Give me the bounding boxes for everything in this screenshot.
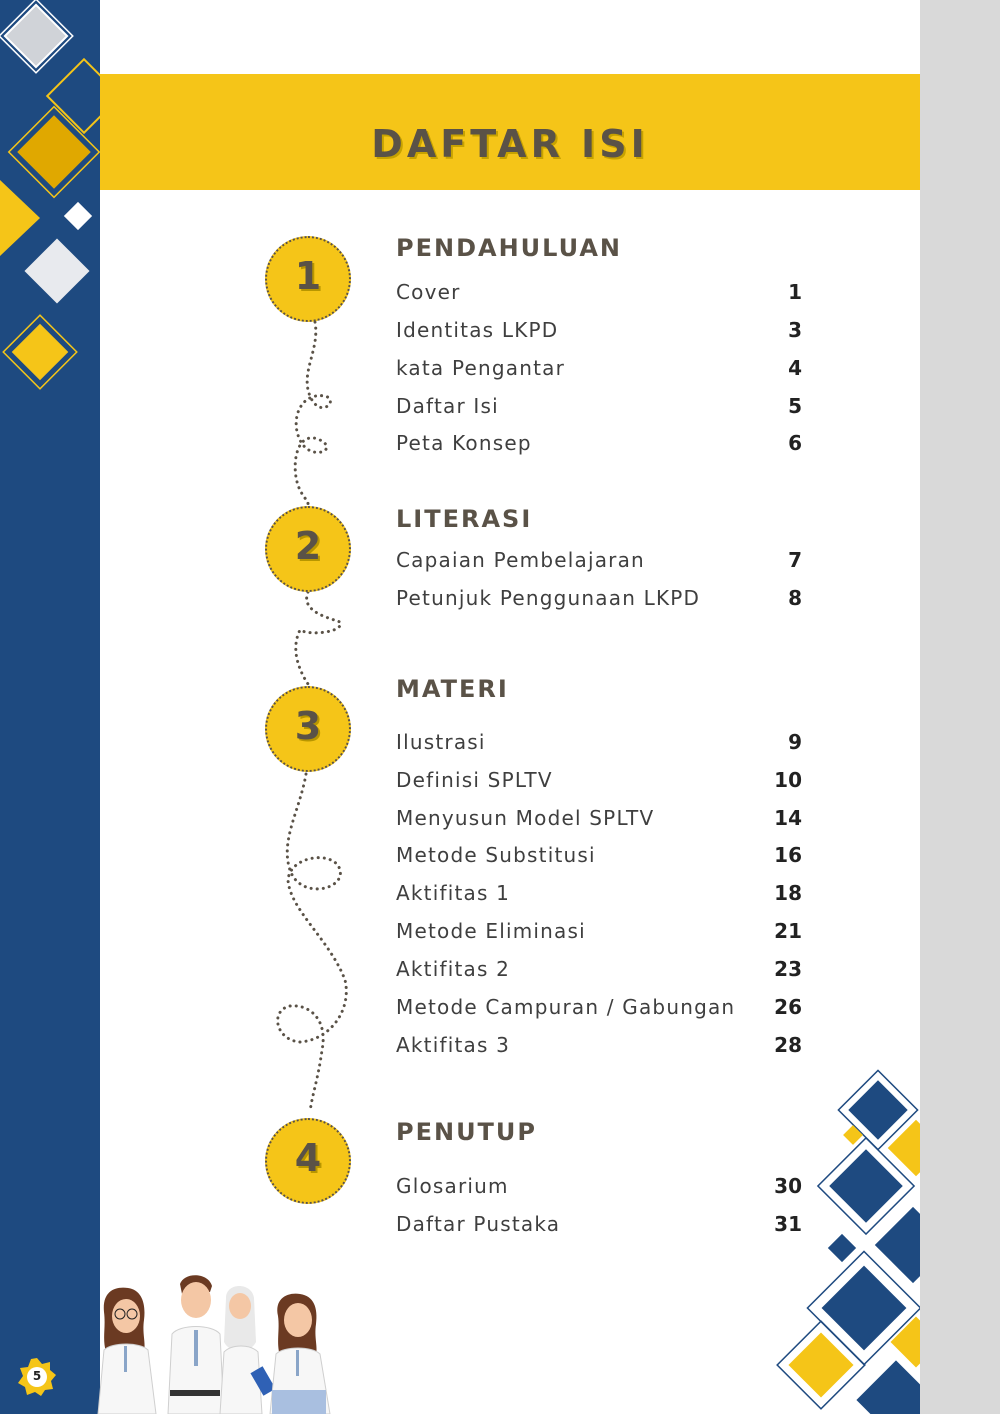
toc-entry[interactable]: [396, 881, 802, 911]
toc-entry[interactable]: [396, 919, 802, 949]
page-title: DAFTAR ISI: [371, 122, 649, 166]
toc-entry-label: Daftar Isi: [396, 394, 499, 418]
toc-entry-label: Identitas LKPD: [396, 318, 559, 342]
toc-entry-page: 5: [788, 394, 802, 418]
toc-entry-page: 7: [788, 548, 802, 572]
toc-entry-label: kata Pengantar: [396, 356, 566, 380]
section-1-circle: [265, 236, 351, 322]
toc-entry-label: Aktifitas 2: [396, 957, 511, 981]
toc-entry[interactable]: [396, 768, 802, 798]
section-heading: LITERASI: [396, 505, 533, 533]
toc-entry[interactable]: [396, 318, 802, 348]
toc-entry-label: Glosarium: [396, 1174, 509, 1198]
section-4-circle: [265, 1118, 351, 1204]
toc-entry-label: Aktifitas 1: [396, 881, 511, 905]
toc-entry-label: Daftar Pustaka: [396, 1212, 561, 1236]
toc-entry[interactable]: [396, 280, 802, 310]
toc-entry-label: Metode Substitusi: [396, 843, 596, 867]
toc-entry-page: 23: [774, 957, 802, 981]
toc-entry-page: 10: [774, 768, 802, 792]
toc-entry[interactable]: [396, 548, 802, 578]
toc-entry-page: 8: [788, 586, 802, 610]
toc-entry-label: Menyusun Model SPLTV: [396, 806, 655, 830]
section-3-circle: [265, 686, 351, 772]
toc-entry[interactable]: [396, 431, 802, 461]
section-heading: PENDAHULUAN: [396, 234, 622, 262]
section-number: 1: [294, 254, 322, 298]
toc-entry-page: 3: [788, 318, 802, 342]
toc-entry[interactable]: [396, 843, 802, 873]
toc-entry-label: Cover: [396, 280, 461, 304]
toc-entry-label: Peta Konsep: [396, 431, 532, 455]
toc-entry-page: 26: [774, 995, 802, 1019]
section-2-circle: [265, 506, 351, 592]
toc-entry-label: Definisi SPLTV: [396, 768, 553, 792]
toc-entry-page: 14: [774, 806, 802, 830]
toc-entry-label: Petunjuk Penggunaan LKPD: [396, 586, 701, 610]
section-number: 2: [294, 524, 322, 568]
toc-entry-page: 4: [788, 356, 802, 380]
toc-entry-page: 30: [774, 1174, 802, 1198]
students-illustration: [84, 1272, 344, 1414]
toc-entry[interactable]: [396, 1174, 802, 1204]
page-number: 5: [32, 1369, 42, 1383]
toc-entry[interactable]: [396, 806, 802, 836]
toc-entry[interactable]: [396, 356, 802, 386]
toc-entry-page: 18: [774, 881, 802, 905]
toc-entry-label: Metode Eliminasi: [396, 919, 586, 943]
toc-entry-page: 9: [788, 730, 802, 754]
toc-entry[interactable]: [396, 1033, 802, 1063]
toc-entry[interactable]: [396, 394, 802, 424]
section-heading: PENUTUP: [396, 1118, 538, 1146]
toc-entry-label: Aktifitas 3: [396, 1033, 511, 1057]
toc-entry-page: 6: [788, 431, 802, 455]
toc-entry-page: 21: [774, 919, 802, 943]
toc-entry[interactable]: [396, 586, 802, 616]
toc-entry[interactable]: [396, 995, 802, 1025]
toc-entry[interactable]: [396, 1212, 802, 1242]
toc-entry[interactable]: [396, 957, 802, 987]
toc-entry-page: 28: [774, 1033, 802, 1057]
toc-entry-page: 1: [788, 280, 802, 304]
toc-entry[interactable]: [396, 730, 802, 760]
toc-entry-label: Metode Campuran / Gabungan: [396, 995, 736, 1019]
section-number: 3: [294, 704, 322, 748]
toc-entry-label: Ilustrasi: [396, 730, 486, 754]
toc-entry-page: 16: [774, 843, 802, 867]
section-number: 4: [294, 1136, 322, 1180]
section-heading: MATERI: [396, 675, 509, 703]
toc-entry-page: 31: [774, 1212, 802, 1236]
toc-entry-label: Capaian Pembelajaran: [396, 548, 645, 572]
page-number-badge: [18, 1358, 56, 1396]
